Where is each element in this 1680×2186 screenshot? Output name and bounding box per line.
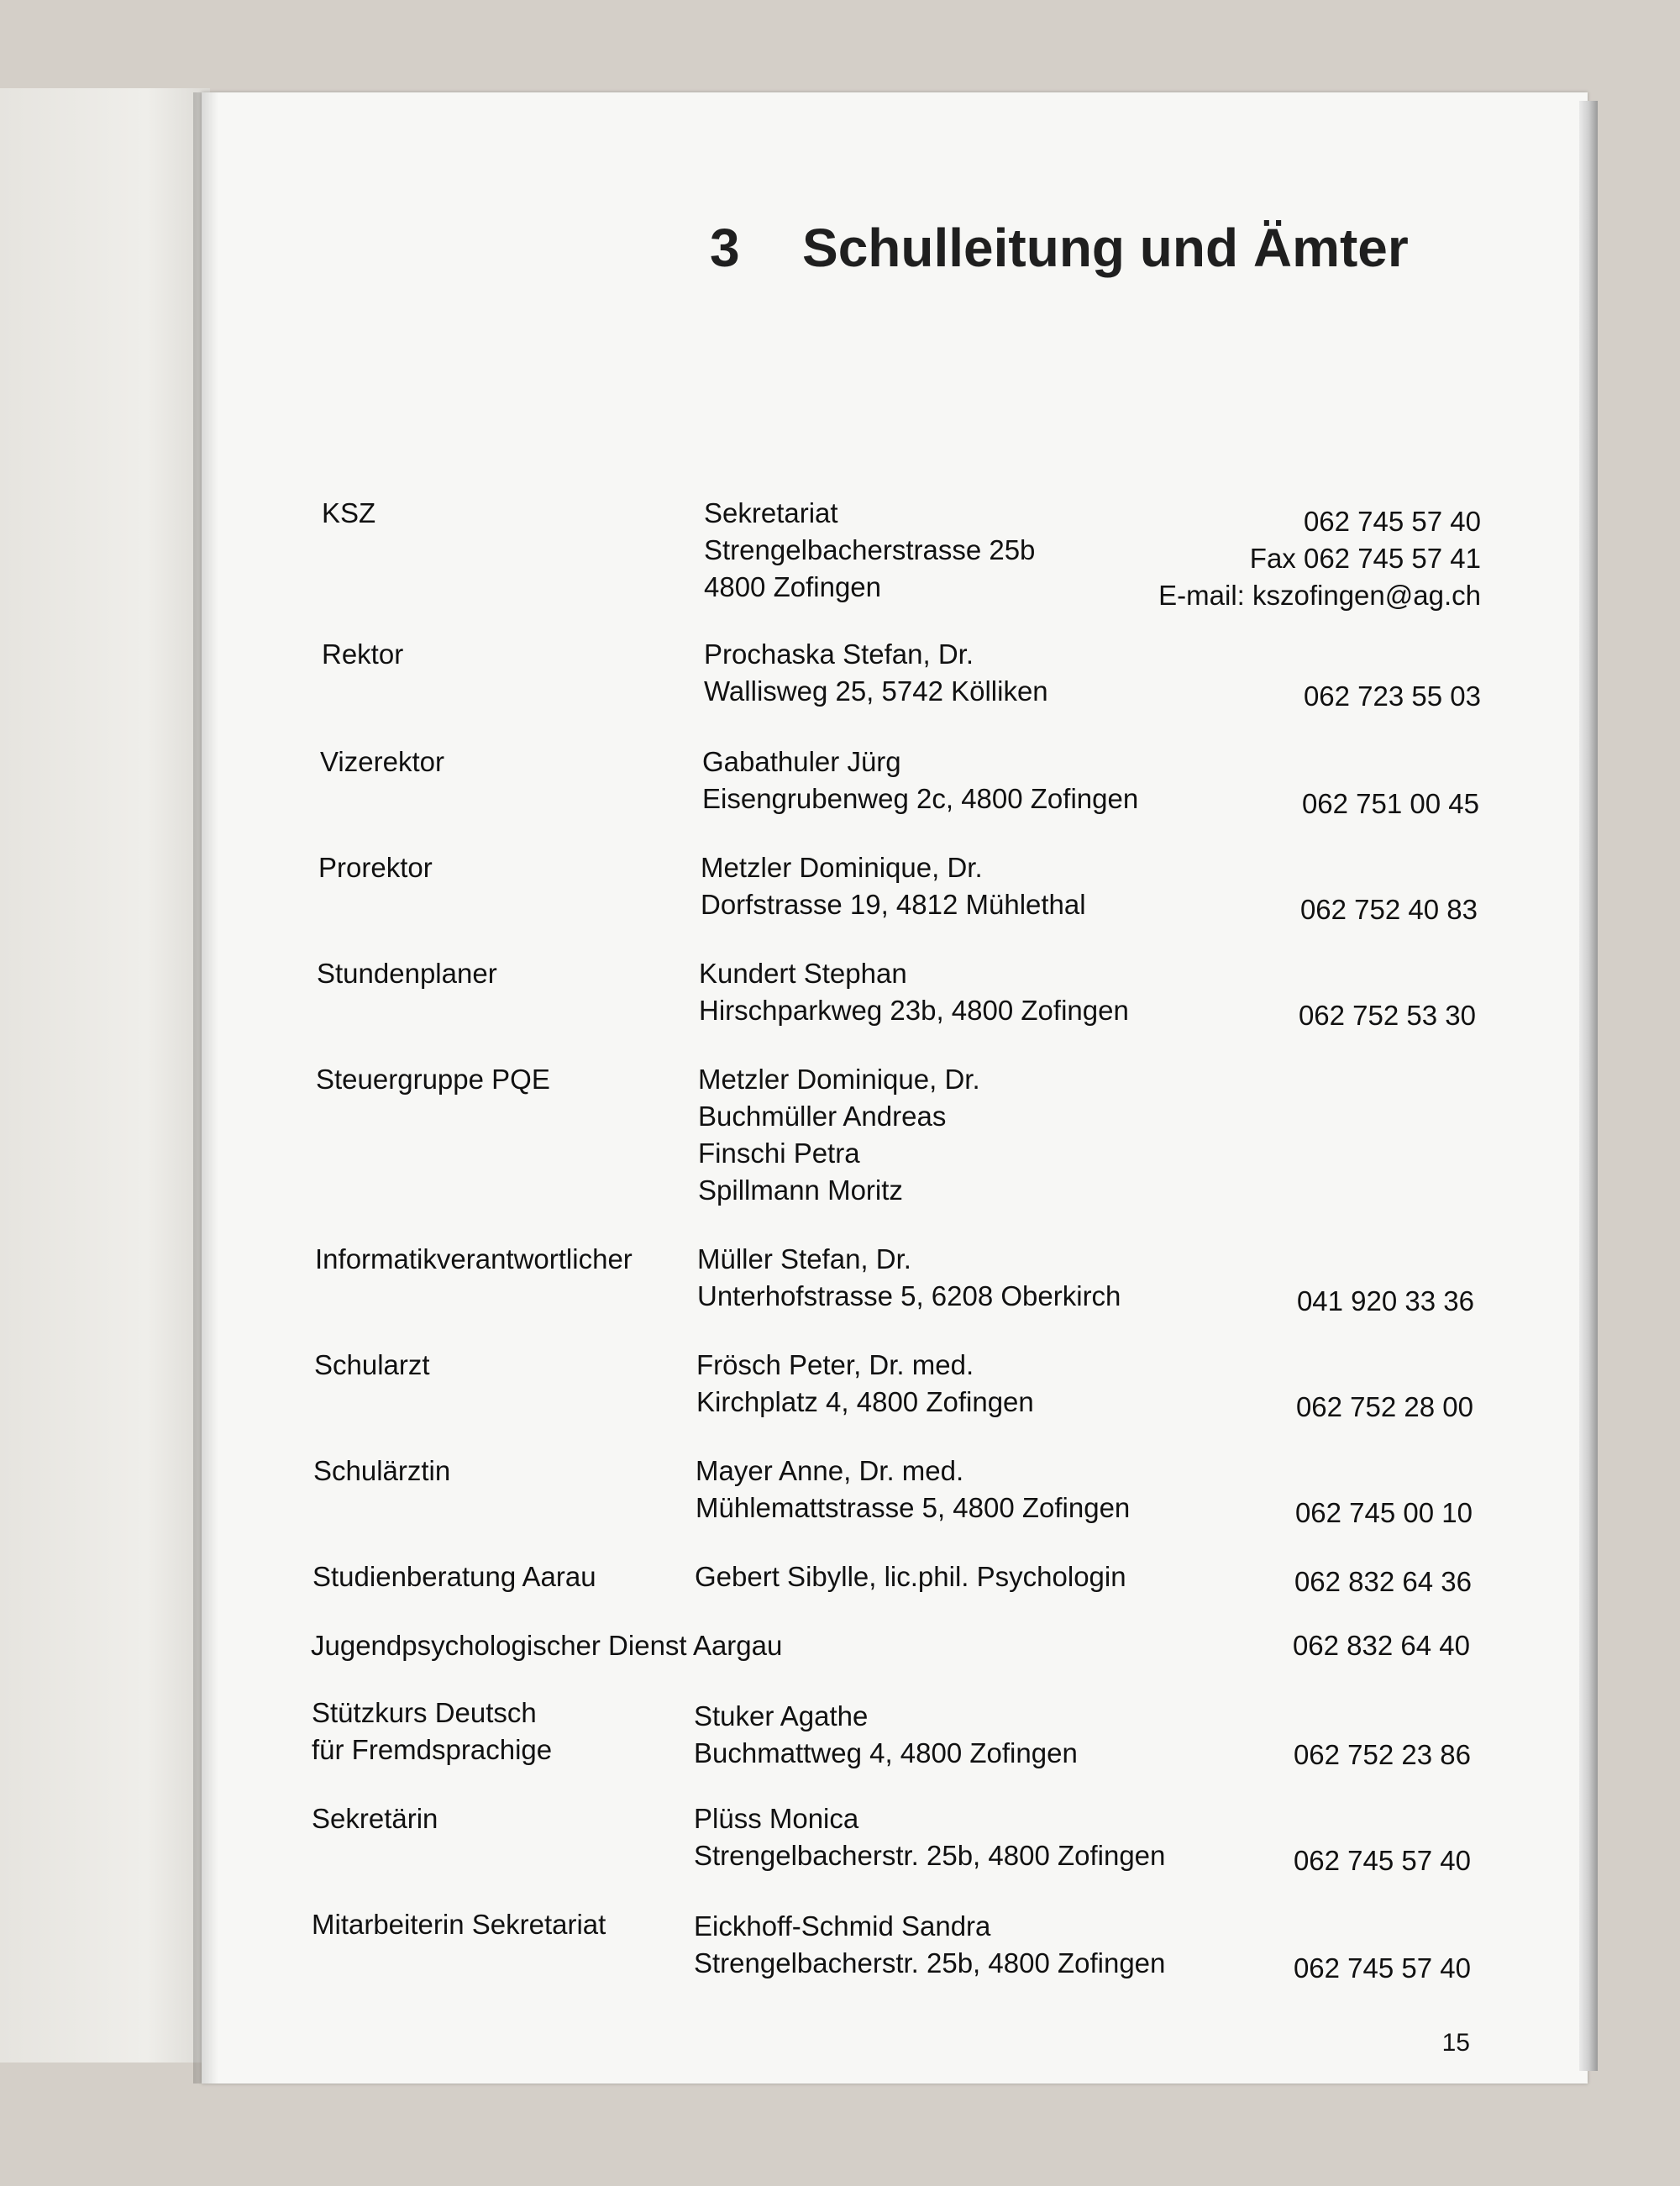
entry-address (695, 1558, 1126, 1595)
entry-contact (1295, 1495, 1473, 1532)
address-line: Gabathuler Jürg (702, 746, 901, 777)
entry-schulaerztin (313, 1453, 1473, 1537)
address-line: Mayer Anne, Dr. med. (696, 1455, 964, 1486)
entry-schularzt (314, 1347, 1473, 1431)
phone-number: 062 745 57 40 (1293, 1952, 1471, 1984)
address-line: 4800 Zofingen (704, 571, 882, 602)
entry-contact (1302, 786, 1479, 822)
address-line: Eickhoff-Schmid Sandra (694, 1910, 991, 1942)
chapter-heading (710, 217, 1409, 279)
phone-number: 062 745 57 40 (1303, 506, 1481, 537)
entry-address (701, 849, 1086, 923)
entry-address (702, 744, 1138, 817)
entry-prorektor (318, 849, 1478, 933)
entry-label: Mitarbeiterin Sekretariat (312, 1909, 606, 1940)
entry-label: Vizerektor (320, 746, 444, 777)
entry-sekretaerin (312, 1800, 1471, 1884)
entry-address (696, 1453, 1130, 1527)
entry-stuetzkurs (312, 1695, 1471, 1779)
entry-contact (1294, 1737, 1471, 1773)
phone-number: 062 832 64 40 (1292, 1630, 1470, 1661)
entry-label: Rektor (322, 638, 404, 670)
entry-informatik (315, 1241, 1474, 1325)
left-page (0, 88, 210, 2063)
entry-label: Schulärztin (313, 1455, 451, 1486)
entry-contact (1299, 997, 1476, 1034)
member-name: Metzler Dominique, Dr. (698, 1064, 980, 1095)
entry-address (704, 636, 1048, 710)
entry-label: Steuergruppe PQE (316, 1064, 550, 1095)
entry-label: Prorektor (318, 852, 433, 883)
fax-number: Fax 062 745 57 41 (1249, 543, 1481, 574)
member-name: Finschi Petra (698, 1138, 860, 1169)
entry-address (694, 1698, 1078, 1772)
entry-contact (1297, 1283, 1474, 1320)
entry-label: Jugendpsychologischer Dienst Aargau (311, 1630, 783, 1661)
address-line: Gebert Sibylle, lic.phil. Psychologin (695, 1561, 1126, 1592)
address-line: Prochaska Stefan, Dr. (704, 638, 974, 670)
entry-members (698, 1061, 980, 1209)
address-line: Dorfstrasse 19, 4812 Mühlethal (701, 889, 1086, 920)
phone-number: 062 752 53 30 (1298, 1000, 1476, 1031)
entry-contact (1293, 1627, 1470, 1664)
entry-contact (1158, 503, 1481, 614)
address-line: Buchmattweg 4, 4800 Zofingen (694, 1737, 1078, 1768)
address-line: Eisengrubenweg 2c, 4800 Zofingen (702, 783, 1139, 814)
entry-label: Schularzt (314, 1349, 430, 1380)
entry-address (699, 955, 1129, 1029)
entry-label: Sekretärin (312, 1803, 438, 1834)
entry-contact (1294, 1950, 1471, 1987)
entry-contact (1294, 1563, 1472, 1600)
address-line: Kirchplatz 4, 4800 Zofingen (696, 1386, 1034, 1417)
address-line: Müller Stefan, Dr. (697, 1243, 911, 1274)
address-line: Plüss Monica (694, 1803, 859, 1834)
entry-label: Informatikverantwortlicher (315, 1243, 633, 1274)
entry-contact (1304, 678, 1481, 715)
entry-address (696, 1347, 1034, 1421)
entry-rektor (322, 636, 1481, 720)
phone-number: 062 752 40 83 (1299, 894, 1478, 925)
entry-vizerektor (320, 744, 1479, 828)
entry-address (704, 495, 1035, 606)
entry-contact (1296, 1389, 1473, 1426)
entry-stundenplaner (317, 955, 1476, 1039)
page-edge (1579, 101, 1598, 2071)
entry-label: Stützkurs Deutsch für Fremdsprachige (312, 1697, 553, 1765)
entry-jugendpsychologischer-dienst (311, 1627, 1470, 1678)
entry-address (694, 1908, 1165, 1982)
address-line: Kundert Stephan (699, 958, 907, 989)
address-line: Hirschparkweg 23b, 4800 Zofingen (699, 995, 1129, 1026)
entry-address (697, 1241, 1121, 1315)
member-name: Buchmüller Andreas (698, 1101, 947, 1132)
phone-number: 041 920 33 36 (1296, 1285, 1474, 1316)
address-line: Strengelbacherstr. 25b, 4800 Zofingen (694, 1840, 1166, 1871)
address-line: Strengelbacherstr. 25b, 4800 Zofingen (694, 1947, 1166, 1978)
address-line: Wallisweg 25, 5742 Kölliken (704, 675, 1048, 707)
address-line: Mühlemattstrasse 5, 4800 Zofingen (696, 1492, 1131, 1523)
entry-ksz (322, 495, 1481, 612)
member-name: Spillmann Moritz (698, 1174, 903, 1206)
entry-steuergruppe (316, 1061, 1475, 1212)
address-line: Stuker Agathe (694, 1700, 869, 1731)
phone-number: 062 751 00 45 (1301, 788, 1479, 819)
phone-number: 062 832 64 36 (1294, 1566, 1472, 1597)
entry-label: KSZ (322, 497, 376, 528)
entry-studienberatung (312, 1558, 1472, 1609)
address-line: Sekretariat (704, 497, 838, 528)
address-line: Metzler Dominique, Dr. (701, 852, 983, 883)
phone-number: 062 745 00 10 (1294, 1497, 1473, 1528)
chapter-title: Schulleitung und Ämter (802, 218, 1409, 278)
entry-contact (1300, 891, 1478, 928)
entry-label: Stundenplaner (317, 958, 497, 989)
address-line: Unterhofstrasse 5, 6208 Oberkirch (697, 1280, 1121, 1311)
phone-number: 062 752 23 86 (1293, 1739, 1471, 1770)
phone-number: 062 752 28 00 (1295, 1391, 1473, 1422)
address-line: Strengelbacherstrasse 25b (704, 534, 1036, 565)
phone-number: 062 745 57 40 (1293, 1845, 1471, 1876)
entry-mitarbeiterin-sekretariat (312, 1906, 1471, 1990)
binding-shadow (193, 92, 218, 2084)
email-address: E-mail: kszofingen@ag.ch (1158, 580, 1481, 611)
phone-number: 062 723 55 03 (1303, 680, 1481, 712)
entry-label: Studienberatung Aarau (312, 1561, 596, 1592)
entry-contact (1294, 1842, 1471, 1879)
chapter-number: 3 (710, 218, 740, 278)
entry-address (694, 1800, 1165, 1874)
page-number: 15 (1441, 2029, 1470, 2057)
address-line: Frösch Peter, Dr. med. (696, 1349, 974, 1380)
